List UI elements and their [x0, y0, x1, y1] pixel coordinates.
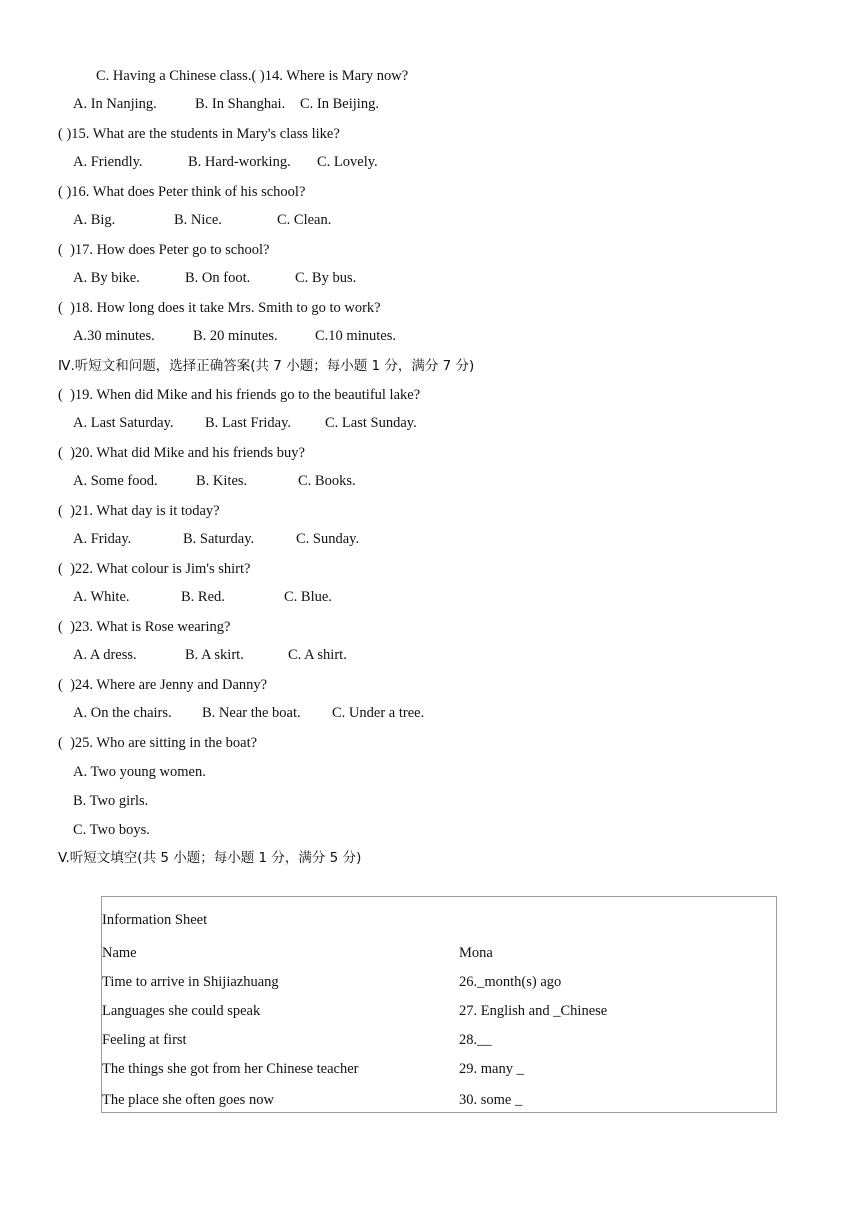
section-5-heading: V.听短文填空(共 5 小题；每小题 1 分，满分 5 分) [58, 850, 362, 866]
question-25-option-a: A. Two young women. [73, 764, 206, 780]
question-13-option-c-and-question-14: C. Having a Chinese class.( )14. Where is Mary now? [96, 68, 409, 84]
option-a: A. In Nanjing. [73, 96, 157, 112]
option-c: C. Clean. [277, 212, 332, 228]
question-25: ( )25. Who are sitting in the boat? [58, 735, 258, 751]
option-a: A. White. [73, 589, 130, 605]
option-b: B. 20 minutes. [193, 328, 278, 344]
row-label-feeling: Feeling at first [102, 1032, 187, 1048]
option-a: A. Big. [73, 212, 116, 228]
option-c: C. Books. [298, 473, 356, 489]
option-c: C. Lovely. [317, 154, 378, 170]
option-b: B. Red. [181, 589, 225, 605]
option-b: B. A skirt. [185, 647, 244, 663]
question-19: ( )19. When did Mike and his friends go to the beautiful lake? [58, 387, 421, 403]
option-b: B. On foot. [185, 270, 251, 286]
question-25-option-c: C. Two boys. [73, 822, 150, 838]
option-b: B. Nice. [174, 212, 222, 228]
row-label-languages: Languages she could speak [102, 1003, 261, 1019]
question-15: ( )15. What are the students in Mary's class like? [58, 126, 340, 142]
section-4-heading: Ⅳ.听短文和问题，选择正确答案(共 7 小题；每小题 1 分，满分 7 分) [58, 358, 475, 374]
information-sheet-table [101, 896, 777, 1113]
question-24: ( )24. Where are Jenny and Danny? [58, 677, 268, 693]
option-c: C. Last Sunday. [325, 415, 417, 431]
blank-26: 26._month(s) ago [459, 974, 562, 990]
row-label-name: Name [102, 945, 137, 961]
option-a: A. Some food. [73, 473, 158, 489]
blank-30: 30. some _ [459, 1092, 523, 1108]
blank-28: 28.__ [459, 1032, 492, 1048]
question-21: ( )21. What day is it today? [58, 503, 220, 519]
row-label-time-to-arrive: Time to arrive in Shijiazhuang [102, 974, 279, 990]
option-a: A. By bike. [73, 270, 140, 286]
option-b: B. Kites. [196, 473, 248, 489]
option-c: C. In Beijing. [300, 96, 379, 112]
option-a: A. On the chairs. [73, 705, 172, 721]
information-sheet-title: Information Sheet [102, 912, 208, 928]
option-a: A. Friday. [73, 531, 132, 547]
option-c: C. Under a tree. [332, 705, 425, 721]
question-16: ( )16. What does Peter think of his school? [58, 184, 306, 200]
question-17: ( )17. How does Peter go to school? [58, 242, 270, 258]
row-label-things-from-teacher: The things she got from her Chinese teacher [102, 1061, 359, 1077]
option-b: B. Near the boat. [202, 705, 301, 721]
option-b: B. Saturday. [183, 531, 255, 547]
blank-27: 27. English and _Chinese [459, 1003, 608, 1019]
option-a: A. Last Saturday. [73, 415, 174, 431]
option-b: B. Last Friday. [205, 415, 292, 431]
question-18: ( )18. How long does it take Mrs. Smith to go to work? [58, 300, 381, 316]
row-label-place-goes: The place she often goes now [102, 1092, 274, 1108]
question-20: ( )20. What did Mike and his friends buy? [58, 445, 305, 461]
blank-29: 29. many _ [459, 1061, 524, 1077]
option-c: C. Sunday. [296, 531, 360, 547]
option-b: B. Hard-working. [188, 154, 291, 170]
option-c: C. A shirt. [288, 647, 347, 663]
option-a: A. Friendly. [73, 154, 143, 170]
row-value-name: Mona [459, 945, 493, 961]
question-22: ( )22. What colour is Jim's shirt? [58, 561, 251, 577]
option-c: C.10 minutes. [315, 328, 396, 344]
question-25-option-b: B. Two girls. [73, 793, 149, 809]
option-c: C. By bus. [295, 270, 357, 286]
option-a: A. A dress. [73, 647, 137, 663]
option-a: A.30 minutes. [73, 328, 155, 344]
option-b: B. In Shanghai. [195, 96, 286, 112]
option-c: C. Blue. [284, 589, 332, 605]
question-23: ( )23. What is Rose wearing? [58, 619, 231, 635]
